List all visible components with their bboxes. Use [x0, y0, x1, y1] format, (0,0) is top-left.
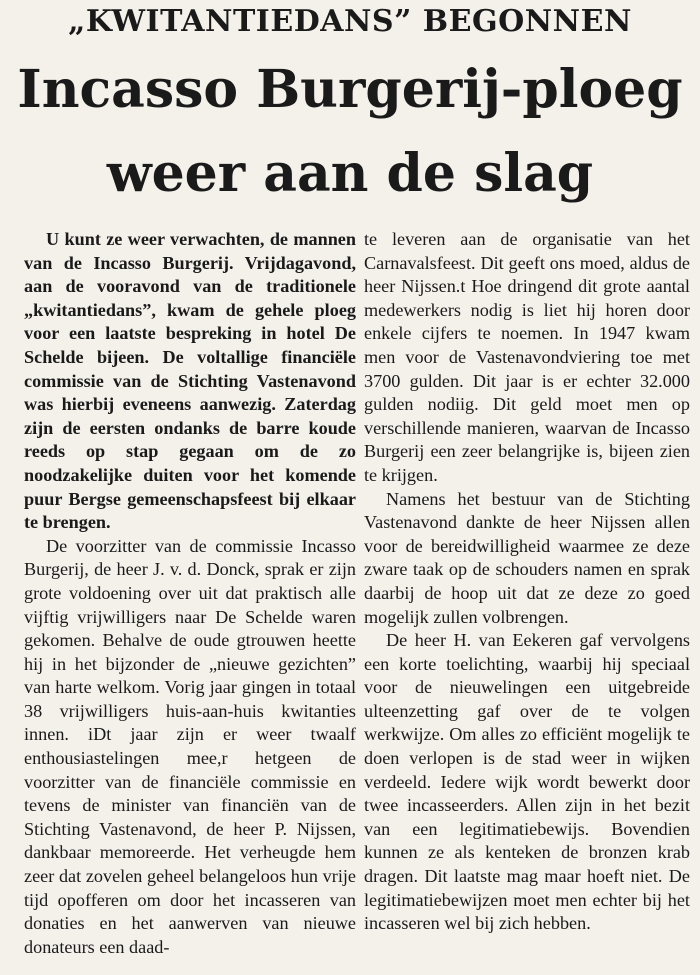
paragraph-working-method: De heer H. van Eekeren gaf vervolgens een korte toelichting, waarbij hij speciaal voor de nieuwelingen een uitgebreide ulteenzetting gaf over de te volgen werkwijze. Om alles zo efficiënt mogelijk te doen verlopen is de stad weer in wijken verdeeld. Iedere wijk wordt bewerkt door twee incasseerders. Allen zijn in het bezit van een legitimatiebewijs. Bovendien kunnen ze als kenteken de bronzen krab dragen. Dit laatste mag maar hoeft niet. De legitimatiebewijzen moet men echter bij het incasseren wel bij zich hebben. [364, 630, 690, 934]
paragraph-intro: U kunt ze weer verwachten, de mannen van de Incasso Burgerij. Vrijdagavond, aan de vooravond van de traditionele „kwitantiedans”, kwam de gehele ploeg voor een laatste bespreking in hotel De Schelde bijeen. De voltallige financiële commissie van de Stichting Vastenavond was hierbij eveneens aanwezig. Zaterdag zijn de eersten ondanks de barre koude reeds op stap gegaan om de zo noodzakelijke duiten voor het komende puur Bergse gemeenschapsfeest bij elkaar te brengen. [24, 229, 356, 533]
headline-line-1: Incasso Burgerij-ploeg [17, 59, 683, 120]
headline-line-2: weer aan de slag [106, 143, 594, 204]
right-column [364, 228, 690, 973]
paragraph-thanks: Namens het bestuur van de Stichting Vastenavond dankte de heer Nijssen allen voor de bereidwilligheid waarmee ze deze zware taak op de schouders namen en sprak daarbij de hoop uit dat ze deze zo goed mogelijk zullen volbrengen. [364, 488, 690, 627]
kicker-heading: „KWITANTIEDANS” BEGONNEN [68, 4, 632, 39]
left-column [24, 228, 356, 973]
paragraph-funding: te leveren aan de organisatie van het Carnavalsfeest. Dit geeft ons moed, aldus de heer Nijssen.t Hoe dringend dit grote aantal medewerkers nodig is liet hij horen door enkele cijfers te noemen. In 1947 kwam men voor de Vastenavondviering toe met 3700 gulden. Dit jaar is er echter 32.000 gulden nodiig. Dit geld moet men op verschillende manieren, waarvan de Incasso Burgerij een zeer belangrijke is, bijeen zien te krijgen. [364, 229, 690, 485]
paragraph-chairman: De voorzitter van de commissie Incasso Burgerij, de heer J. v. d. Donck, sprak er zijn grote voldoening over uit dat praktisch alle vijftig vrijwilligers naar De Schelde waren gekomen. Behalve de oude gtrouwen heette hij in het bijzonder de „nieuwe gezichten” van harte welkom. Vorig jaar gingen in totaal 38 vrijwilligers huis-aan-huis kwitanties innen. iDt jaar zijn er weer twaalf enthousiastelingen mee,r hetgeen de voorzitter van de financiële commissie en tevens de minister van financiën van de Stichting Vastenavond, de heer P. Nijssen, dankbaar memoreerde. Het verheugde hem zeer dat zovelen geheel belangeloos hun vrije tijd opofferen om door het incasseren van donaties en het aanwerven van nieuwe donateurs een daad- [24, 535, 356, 957]
